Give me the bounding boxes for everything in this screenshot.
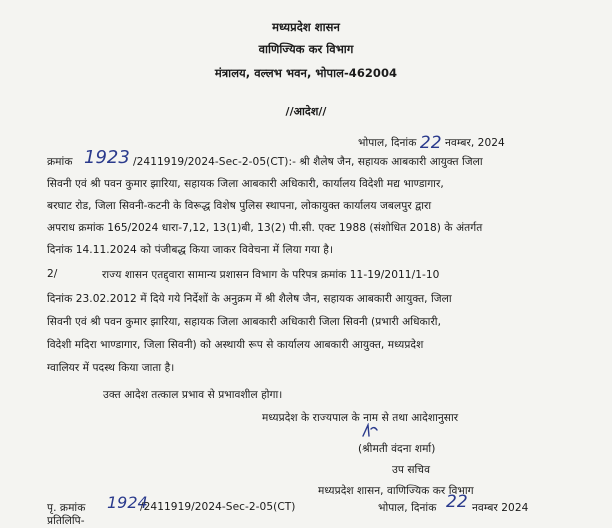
order-line-2: सिवनी एवं श्री पवन कुमार झारिया, सहायक जिला आबकारी अधिकारी, कार्यालय विदेशी मद्य भाण्डागार, <box>47 178 444 190</box>
order-line-1: /2411919/2024-Sec-2-05(CT):- श्री शैलेष जैन, सहायक आबकारी आयुक्त जिला <box>133 156 483 168</box>
handwritten-signature <box>360 423 380 439</box>
header-government: मध्यप्रदेश शासन <box>272 20 340 34</box>
para2-line-2: दिनांक 23.02.2012 में दिये गये निर्देशों के अनुक्रम में श्री शैलेष जैन, सहायक आबकारी आयुक्त, जिला <box>47 293 452 305</box>
signatory-department: मध्यप्रदेश शासन, वाणिज्यिक कर विभाग <box>318 485 474 497</box>
endorsement-date-prefix: भोपाल, दिनांक <box>378 502 437 514</box>
para2-line-5: ग्वालियर में पदस्थ किया जाता है। <box>47 362 175 374</box>
endorsement-number-handwritten: 1924 <box>107 493 148 512</box>
effect-line: उक्त आदेश तत्काल प्रभाव से प्रभावशील होगा। <box>103 389 283 401</box>
order-title: //आदेश// <box>285 105 327 118</box>
endorsement-prefix: पृ. क्रमांक <box>47 502 86 514</box>
order-line-4: अपराध क्रमांक 165/2024 धारा-7,12, 13(1)बी, 13(2) पी.सी. एक्ट 1988 (संशोधित 2018) के अंतर्गत <box>47 222 483 234</box>
endorsement-ref: /2411919/2024-Sec-2-05(CT) <box>140 501 296 513</box>
endorsement-date-suffix: नवम्बर 2024 <box>472 502 529 514</box>
signatory-designation: उप सचिव <box>392 464 431 476</box>
order-number-handwritten: 1923 <box>84 147 130 168</box>
header-department: वाणिज्यिक कर विभाग <box>258 42 354 56</box>
order-line-3: बरघाट रोड, जिला सिवनी-कटनी के विरूद्ध विशेष पुलिस स्थापना, लोकायुक्त कार्यालय जबलपुर द्वारा <box>47 200 432 212</box>
copy-label: प्रतिलिपि- <box>47 515 85 527</box>
date-suffix: नवम्बर, 2024 <box>444 137 505 149</box>
para2-number: 2/ <box>47 268 58 280</box>
signatory-name: (श्रीमती वंदना शर्मा) <box>358 443 436 455</box>
date-day-handwritten: 22 <box>419 133 442 153</box>
order-line-5: दिनांक 14.11.2024 को पंजीबद्ध किया जाकर विवेचना में लिया गया है। <box>47 244 334 256</box>
endorsement-day-handwritten: 22 <box>446 492 468 512</box>
para2-line-4: विदेशी मदिरा भाण्डागार, जिला सिवनी) को अस्थायी रूप से कार्यालय आबकारी आयुक्त, मध्यप्रदेश <box>47 339 424 351</box>
date-prefix: भोपाल, दिनांक <box>358 137 417 149</box>
para2-line-1: राज्य शासन एतद्द्वारा सामान्य प्रशासन विभाग के परिपत्र क्रमांक 11-19/2011/1-10 <box>102 269 440 281</box>
header-address: मंत्रालय, वल्लभ भवन, भोपाल-462004 <box>214 66 398 80</box>
kramank-label: क्रमांक <box>47 156 73 168</box>
by-order-line: मध्यप्रदेश के राज्यपाल के नाम से तथा आदेशानुसार <box>262 412 459 424</box>
para2-line-3: सिवनी एवं श्री पवन कुमार झारिया, सहायक जिला आबकारी अधिकारी जिला सिवनी (प्रभारी अधिकारी, <box>47 316 441 328</box>
date-line <box>358 131 505 151</box>
